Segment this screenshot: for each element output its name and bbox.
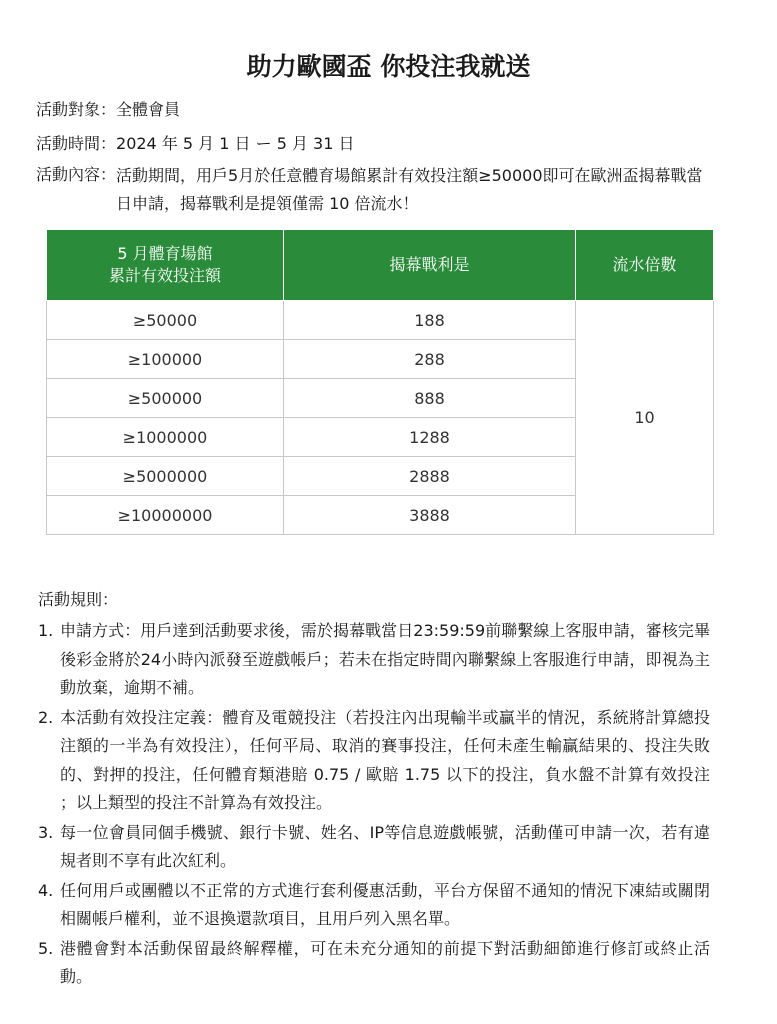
bonus-tier-table <box>46 229 714 535</box>
info-content-value: 活動期間，用戶5月於任意體育場館累計有效投注額≥50000即可在歐洲盃揭幕戰當日申請，揭幕戰利是提領僅需 10 倍流水！ <box>116 166 703 213</box>
info-content-label: 活動內容： <box>36 165 117 184</box>
rule-item <box>38 819 710 876</box>
rule-text: 任何用戶或團體以不正常的方式進行套利優惠活動，平台方保留不通知的情況下凍結或關閉相關帳戶權利，並不退換還款項目，且用戶列入黑名單。 <box>60 880 710 928</box>
rule-text: 申請方式：用戶達到活動要求後，需於揭幕戰當日23:59:59前聯繫線上客服申請，審核完畢後彩金將於24小時內派發至遊戲帳戶；若未在指定時間內聯繫線上客服進行申請，即視為主動放棄，逾期不補。 <box>60 621 710 697</box>
header-bonus: 揭幕戰利是 <box>284 230 576 301</box>
amount-cell: ≥10000000 <box>47 496 284 535</box>
info-target-label: 活動對象： <box>36 100 117 119</box>
rule-text: 本活動有效投注定義：體育及電競投注（若投注內出現輸半或贏半的情況，系統將計算總投注額的一半為有效投注），任何平局、取消的賽事投注，任何未產生輸贏結果的、投注失敗的、對押的投注，任何體育類港賠 0.75 / 歐賠 1.75 以下的投注，負水盤不計算有效投注 ；以上類型的投注不計算為有效投注。 <box>60 707 710 812</box>
bonus-cell: 1288 <box>284 418 576 457</box>
rule-item <box>38 877 710 934</box>
multiplier-cell: 10 <box>576 301 714 535</box>
amount-cell: ≥1000000 <box>47 418 284 457</box>
bonus-cell: 188 <box>284 301 576 340</box>
table-row <box>47 301 714 340</box>
rules-section <box>38 587 710 993</box>
amount-cell: ≥500000 <box>47 379 284 418</box>
bonus-cell: 288 <box>284 340 576 379</box>
rules-title: 活動規則： <box>38 590 119 609</box>
header-cumulative-bet-line1: 5 月體育場館 <box>117 244 213 263</box>
rule-item <box>38 704 710 818</box>
amount-cell: ≥100000 <box>47 340 284 379</box>
table-header-row <box>47 230 714 301</box>
info-target-value: 全體會員 <box>116 100 181 119</box>
header-cumulative-bet-line2: 累計有效投注額 <box>108 266 221 285</box>
info-target <box>36 97 180 123</box>
rule-text: 每一位會員同個手機號、銀行卡號、姓名、IP等信息遊戲帳號，活動僅可申請一次，若有違規者則不享有此次紅利。 <box>60 822 710 870</box>
page-title: 助力歐國盃 你投注我就送 <box>246 52 531 81</box>
rule-number: 2. <box>38 707 54 727</box>
bonus-cell: 3888 <box>284 496 576 535</box>
rule-number: 3. <box>38 822 54 842</box>
info-time <box>36 131 355 157</box>
amount-cell: ≥50000 <box>47 301 284 340</box>
info-time-label: 活動時間： <box>36 134 117 153</box>
rule-number: 5. <box>38 938 54 958</box>
rule-text: 港體會對本活動保留最終解釋權，可在未充分通知的前提下對活動細節進行修訂或終止活動。 <box>60 938 710 986</box>
header-cumulative-bet <box>47 230 284 301</box>
info-time-value: 2024 年 5 月 1 日 ー 5 月 31 日 <box>116 134 355 153</box>
info-content <box>36 162 716 218</box>
header-multiplier: 流水倍數 <box>576 230 714 301</box>
amount-cell: ≥5000000 <box>47 457 284 496</box>
bonus-cell: 888 <box>284 379 576 418</box>
rule-item <box>38 935 710 992</box>
rule-item <box>38 617 710 703</box>
rule-number: 1. <box>38 621 54 640</box>
bonus-cell: 2888 <box>284 457 576 496</box>
rule-number: 4. <box>38 880 54 900</box>
